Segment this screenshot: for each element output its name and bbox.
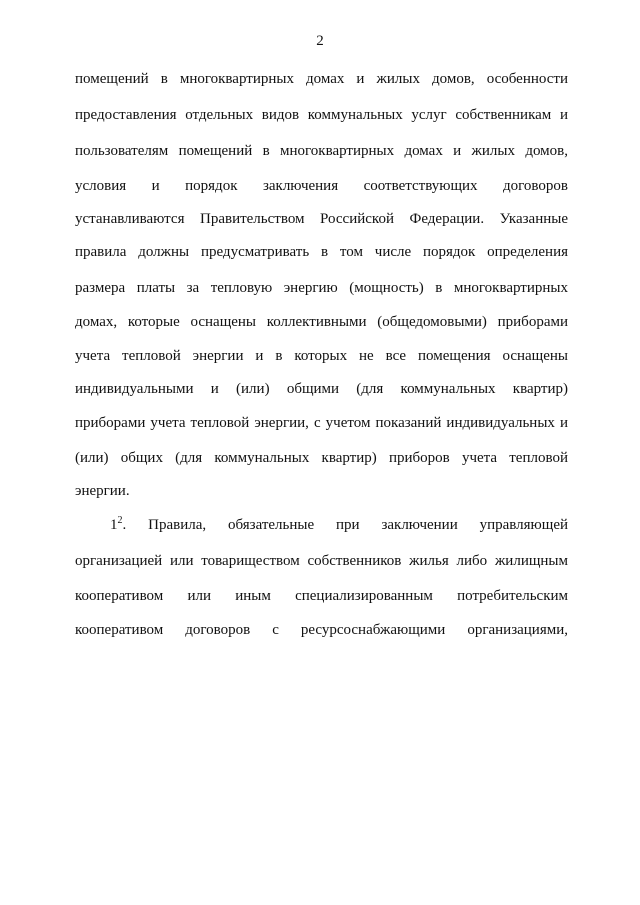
text-line: помещений в многоквартирных домах и жилых домов, особенности	[75, 71, 568, 87]
text-line: организацией или товариществом собственников жилья либо жилищным	[75, 553, 568, 569]
text-line: пользователям помещений в многоквартирных домах и жилых домов,	[75, 143, 568, 159]
item-number: 1	[110, 517, 118, 533]
text-line: домах, которые оснащены коллективными (общедомовыми) приборами	[75, 314, 568, 330]
text-line: учета тепловой энергии и в которых не все помещения оснащены	[75, 348, 568, 364]
text-line: энергии.	[75, 483, 130, 499]
page-number: 2	[316, 33, 324, 49]
text-line: правила должны предусматривать в том числе порядок определения	[75, 244, 568, 260]
text-line: кооперативом договоров с ресурсоснабжающими организациями,	[75, 622, 568, 638]
text-line: кооперативом или иным специализированным потребительским	[75, 588, 568, 604]
text-line: предоставления отдельных видов коммунальных услуг собственникам и	[75, 107, 568, 123]
text-line: приборами учета тепловой энергии, с учетом показаний индивидуальных и	[75, 415, 568, 431]
item-superscript: 2	[117, 515, 123, 526]
text-line: индивидуальными и (или) общими (для коммунальных квартир)	[75, 381, 568, 397]
text-line: размера платы за тепловую энергию (мощность) в многоквартирных	[75, 280, 568, 296]
item-heading-line	[110, 514, 568, 536]
text-line: (или) общих (для коммунальных квартир) приборов учета тепловой	[75, 450, 568, 466]
text-line: устанавливаются Правительством Российской Федерации. Указанные	[75, 211, 568, 227]
text-line: условия и порядок заключения соответствующих договоров	[75, 178, 568, 194]
item-first-line-text: . Правила, обязательные при заключении управляющей	[122, 517, 568, 533]
